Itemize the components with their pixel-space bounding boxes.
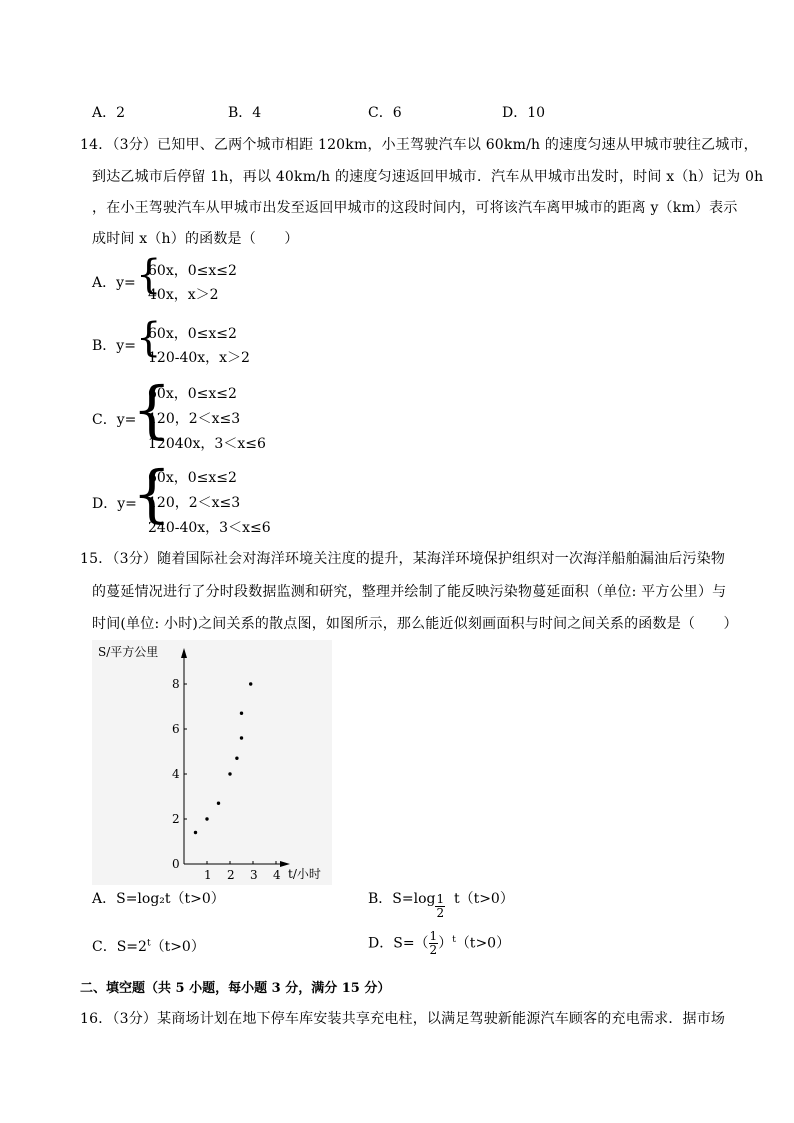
q14-option-c-case-1: 60x，0≤x≤2	[148, 386, 237, 402]
section-2-heading: 二、填空题（共 5 小题，每小题 3 分，满分 15 分）	[80, 981, 391, 996]
q15-line-2: 的蔓延情况进行了分时段数据监测和研究，整理并绘制了能反映污染物蔓延面积（单位: 平方公里）与	[92, 584, 727, 600]
q14-option-d-label: D．y=	[92, 496, 137, 512]
q15-option-d-prefix: D．S=（	[368, 935, 429, 952]
y-tick-label: 8	[172, 677, 180, 691]
y-tick-label: 4	[172, 767, 180, 781]
q15-option-c	[92, 936, 205, 956]
q15-option-c-suffix: （t>0）	[150, 939, 205, 955]
fraction-denominator: 2	[436, 906, 445, 920]
q13-option-a: A．2	[92, 105, 126, 121]
q14-line-4: 成时间 x（h）的函数是（ ）	[92, 231, 299, 247]
q14-option-a-label: A．y=	[92, 275, 136, 291]
data-point	[240, 712, 243, 715]
data-point	[205, 817, 208, 820]
origin-label: 0	[172, 857, 180, 871]
fraction-numerator: 1	[436, 892, 445, 906]
q15-option-d-paren: ）	[438, 935, 453, 952]
q14-option-b-case-1: 60x，0≤x≤2	[148, 326, 237, 342]
brace-icon: {	[132, 457, 172, 530]
q14-line-2: 到达乙城市后停留 1h，再以 40km/h 的速度匀速返回甲城市．汽车从甲城市出发时，时间 x（h）记为 0h	[92, 169, 764, 185]
q14-option-c-case-3: 12040x，3＜x≤6	[148, 436, 266, 452]
data-point	[240, 736, 243, 739]
y-tick-label: 2	[172, 812, 180, 826]
q15-line-1: 15．（3分）随着国际社会对海洋环境关注度的提升，某海洋环境保护组织对一次海洋船舶漏油后污染物	[80, 551, 726, 567]
q15-option-a: A．S=log₂t（t>0）	[92, 891, 225, 907]
q15-option-d-exponent: t	[452, 934, 456, 945]
x-tick-label: 1	[204, 868, 212, 882]
q15-option-b	[368, 888, 514, 920]
y-axis-label: S/平方公里	[98, 645, 159, 659]
x-tick-label: 2	[227, 868, 235, 882]
q14-option-b-label: B．y=	[92, 338, 136, 354]
q15-option-d-tail: （t>0）	[455, 935, 511, 952]
y-tick-label: 6	[172, 722, 180, 736]
q14-option-c-case-2: 120，2＜x≤3	[148, 411, 241, 427]
brace-icon: {	[136, 315, 162, 361]
q13-option-b: B．4	[228, 105, 262, 121]
q14-option-b-case-2: 120-40x，x＞2	[148, 350, 250, 366]
x-tick-label: 3	[250, 868, 258, 882]
x-tick-label: 4	[273, 868, 281, 882]
chart-background	[92, 640, 332, 885]
q15-option-c-exponent: t	[146, 938, 151, 949]
scatter-chart	[92, 640, 332, 885]
q15-option-b-suffix: t（t>0）	[453, 891, 514, 907]
q15-option-c-prefix: C．S=2	[92, 939, 147, 955]
q13-option-c: C．6	[368, 105, 402, 121]
q14-line-3: ，在小王驾驶汽车从甲城市出发至返回甲城市的这段时间内，可将该汽车离甲城市的距离 y（km）表示	[92, 200, 738, 216]
data-point	[194, 831, 197, 834]
q15-line-3: 时间(单位: 小时)之间关系的散点图，如图所示，那么能近似刻画面积与时间之间关系的函数是（ ）	[92, 616, 738, 632]
q15-option-b-prefix: B．S=log	[368, 891, 436, 907]
q14-option-d-case-2: 120，2＜x≤3	[148, 495, 241, 511]
q13-option-d: D．10	[502, 105, 546, 121]
q14-line-1: 14．（3分）已知甲、乙两个城市相距 120km，小王驾驶汽车以 60km/h 的速度匀速从甲城市驶往乙城市，	[80, 137, 758, 153]
fraction-denominator: 2	[429, 943, 438, 957]
q14-option-a-case-2: 40x，x＞2	[148, 287, 219, 303]
fraction	[429, 930, 439, 957]
brace-icon: {	[136, 252, 162, 298]
fraction	[435, 893, 445, 920]
q14-option-d-case-3: 240-40x，3＜x≤6	[148, 520, 271, 536]
q14-option-c-label: C．y=	[92, 412, 137, 428]
data-point	[228, 772, 231, 775]
q14-option-d-case-1: 60x，0≤x≤2	[148, 470, 237, 486]
x-axis-label: t/小时	[288, 867, 321, 881]
data-point	[235, 757, 238, 760]
q16-line-1: 16．（3分）某商场计划在地下停车库安装共享充电柱，以满足驾驶新能源汽车顾客的充电需求．据市场	[80, 1011, 726, 1027]
data-point	[217, 802, 220, 805]
q15-option-d	[368, 930, 510, 957]
data-point	[249, 682, 252, 685]
q14-option-a-case-1: 60x，0≤x≤2	[148, 263, 237, 279]
fraction-numerator: 1	[429, 929, 438, 943]
brace-icon: {	[132, 373, 172, 446]
